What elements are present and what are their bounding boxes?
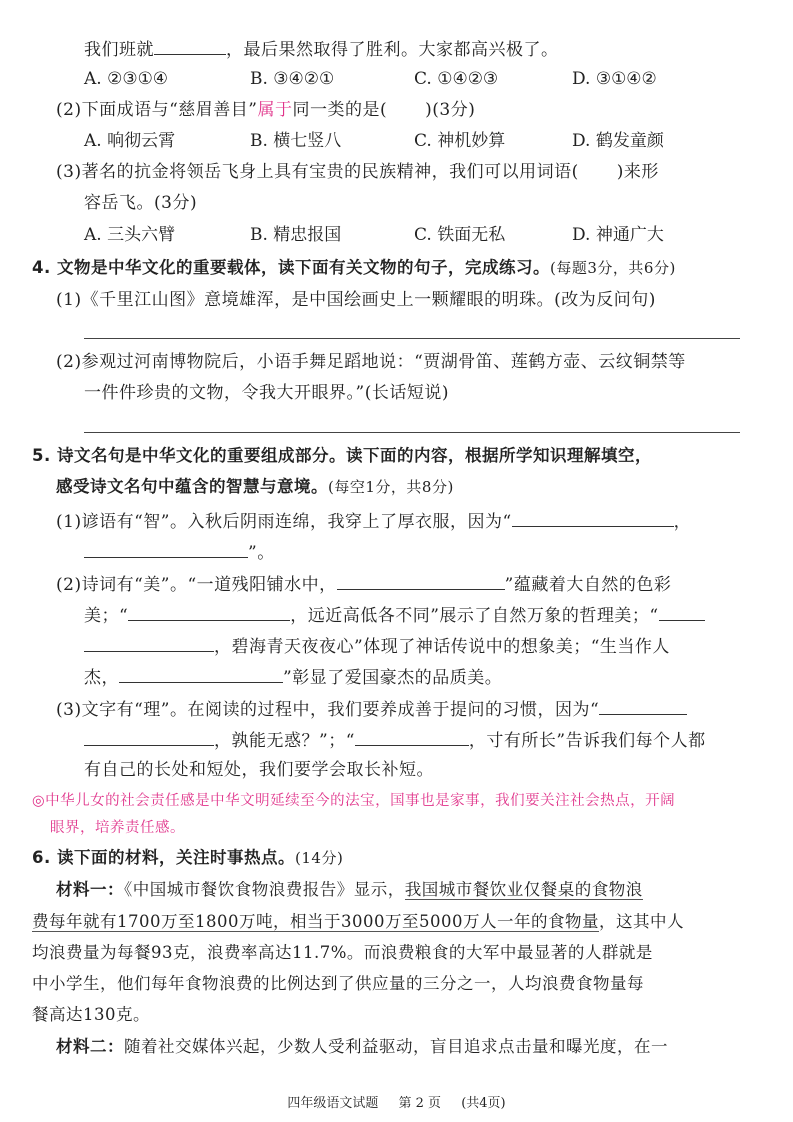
q4-heading: 4. 文物是中华文化的重要载体，读下面有关文物的句子，完成练习。 — [32, 258, 550, 277]
q5-p1-text: (1)谚语有“智”。入秋后阴雨连绵，我穿上了厚衣服，因为“ — [56, 512, 512, 532]
q4-p2-answer-line[interactable] — [84, 432, 740, 433]
q4-score: (每题3分，共6分) — [550, 259, 676, 277]
q6-m2-line1 — [56, 1035, 668, 1059]
q4-p2-question-line1: (2)参观过河南博物院后，小语手舞足蹈地说：“贾湖骨笛、莲鹤方壶、云纹铜禁等 — [56, 352, 686, 372]
q6-title — [32, 846, 343, 870]
q6-material2-label: 材料二： — [56, 1037, 124, 1056]
q4-title — [32, 256, 676, 280]
q6-m1-line4: 中小学生，他们每年食物浪费的比例达到了供应量的三分之一，人均浪费食物量每 — [32, 974, 644, 993]
q6-m1-line5: 餐高达130克。 — [32, 1005, 150, 1024]
civic-note-line1: ◎中华儿女的社会责任感是中华文明延续至今的法宝，国事也是家事，我们要关注社会热点，开阔 — [32, 793, 676, 809]
q3-story-blank[interactable] — [154, 36, 226, 55]
civic-note-line2: 眼界，培养责任感。 — [50, 820, 185, 836]
q6-m1-text-b: ，这其中人 — [598, 912, 684, 931]
q5-p1-comma: ， — [673, 512, 692, 532]
q5-p3-line3: 有自己的长处和短处，我们要学会取长补短。 — [84, 760, 434, 780]
q5-p3-line1 — [56, 696, 687, 722]
q5-p2-blank-3b[interactable] — [84, 633, 214, 652]
footer-exam-title: 四年级语文试题 — [287, 1096, 379, 1111]
q6-material1-label: 材料一： — [56, 880, 124, 899]
q5-p2-text-g: ”彰显了爱国豪杰的品质美。 — [283, 668, 503, 688]
q3-p1-option-c[interactable]: C. ①④②③ — [414, 69, 499, 89]
q5-p3-line2 — [84, 727, 706, 753]
q3-p2-text-b: 同一类的是( — [292, 100, 388, 120]
q5-p2-blank-2[interactable] — [128, 602, 290, 621]
q5-p2-text-d: ，远近高低各不同”展示了自然万象的哲理美；“ — [290, 606, 659, 626]
q3-p3-question-line1 — [56, 160, 659, 184]
q5-p1-blank-1[interactable] — [512, 508, 674, 527]
q6-m1-line1 — [56, 878, 643, 902]
q6-m2-text: 随着社交媒体兴起，少数人受利益驱动，盲目追求点击量和曝光度，在一 — [124, 1037, 668, 1056]
q3-p2-highlight: 属于 — [257, 100, 293, 120]
q3-p2-option-a[interactable]: A. 响彻云霄 — [84, 131, 176, 151]
q5-p3-blank-1b[interactable] — [84, 727, 214, 746]
q5-p1-line2 — [84, 539, 275, 565]
q3-p1-options — [84, 67, 744, 91]
q6-m1-underlined-a: 我国城市餐饮业仅餐桌的食物浪 — [404, 880, 643, 899]
q5-p3-blank-2[interactable] — [355, 727, 469, 746]
q3-p2-option-d[interactable]: D. 鹤发童颜 — [572, 131, 664, 151]
q3-p2-score: )(3分) — [425, 100, 476, 120]
q5-p1-end: ”。 — [248, 543, 275, 563]
q3-p3-option-b[interactable]: B. 精忠报国 — [250, 225, 342, 245]
q5-p2-blank-3a[interactable] — [659, 602, 705, 621]
q5-heading-a: 5. 诗文名句是中华文化的重要组成部分。读下面的内容，根据所学知识理解填空， — [32, 446, 652, 465]
q3-p3-text-b: )来形 — [616, 162, 659, 182]
q6-m1-underlined-b: 费每年就有1700万至1800万吨，相当于3000万至5000万人一年的食物量 — [32, 912, 599, 931]
q5-p3-text-c: ，寸有所长”告诉我们每个人都 — [468, 731, 706, 751]
q5-p1-blank-2[interactable] — [84, 539, 248, 558]
footer-page-total: (共4页) — [461, 1096, 506, 1111]
q5-p2-blank-4[interactable] — [119, 664, 283, 683]
q6-m1-text-a: 《中国城市餐饮食物浪费报告》显示， — [124, 880, 405, 899]
q3-p1-option-d[interactable]: D. ③①④② — [572, 69, 657, 89]
q3-p3-option-a[interactable]: A. 三头六臂 — [84, 225, 176, 245]
q5-p2-line2 — [84, 602, 705, 628]
q5-p3-text-b: ，孰能无惑？”；“ — [214, 731, 355, 751]
q5-p3-text-a: (3)文字有“理”。在阅读的过程中，我们要养成善于提问的习惯，因为“ — [56, 700, 600, 720]
q3-p3-option-c[interactable]: C. 铁面无私 — [414, 225, 506, 245]
q5-title-line2 — [56, 475, 454, 499]
q5-p2-text-f: 杰， — [84, 668, 119, 688]
q3-p3-question-line2: 容岳飞。(3分) — [84, 193, 198, 213]
q5-p2-text-e: ，碧海青天夜夜心”体现了神话传说中的想象美；“生当作人 — [214, 637, 670, 657]
footer-page-number: 第 2 页 — [398, 1096, 442, 1111]
q6-m1-line3: 均浪费量为每餐93克，浪费率高达11.7%。而浪费粮食的大军中最显著的人群就是 — [32, 943, 653, 962]
page-footer — [0, 1092, 793, 1111]
q3-p2-option-b[interactable]: B. 横七竖八 — [250, 131, 342, 151]
q3-p3-options — [84, 223, 744, 247]
q5-p2-line4 — [84, 664, 502, 690]
q5-p2-line3 — [84, 633, 670, 659]
q3-p2-text-a: (2)下面成语与“慈眉善目” — [56, 100, 258, 120]
q3-p2-options — [84, 129, 744, 153]
q4-p1-question: (1)《千里江山图》意境雄浑，是中国绘画史上一颗耀眼的明珠。(改为反问句) — [56, 290, 656, 310]
q5-p2-text-b: ”蕴藏着大自然的色彩 — [504, 575, 672, 595]
q5-heading-b: 感受诗文名句中蕴含的智慧与意境。 — [56, 477, 328, 496]
q5-p2-text-c: 美；“ — [84, 606, 129, 626]
q3-p1-option-a[interactable]: A. ②③①④ — [84, 69, 169, 89]
q6-score: (14分) — [295, 849, 344, 867]
q5-p3-blank-1a[interactable] — [599, 696, 687, 715]
q6-m1-line2 — [32, 910, 684, 934]
q3-p3-text-a: (3)著名的抗金将领岳飞身上具有宝贵的民族精神，我们可以用词语( — [56, 162, 579, 182]
q3-p3-option-d[interactable]: D. 神通广大 — [572, 225, 664, 245]
q4-p1-answer-line[interactable] — [84, 338, 740, 339]
q5-score: (每空1分，共8分) — [328, 478, 454, 496]
q5-p2-text-a: (2)诗词有“美”。“一道残阳铺水中， — [56, 575, 337, 595]
q4-p2-question-line2: 一件件珍贵的文物，令我大开眼界。”(长话短说) — [84, 383, 449, 403]
q5-p1-line1 — [56, 508, 691, 534]
q5-p2-line1 — [56, 571, 671, 597]
q5-p2-blank-1[interactable] — [337, 571, 505, 590]
q3-p1-option-b[interactable]: B. ③④②① — [250, 69, 335, 89]
q5-title-line1 — [32, 444, 652, 468]
q3-story-line — [84, 36, 559, 62]
q6-heading: 6. 读下面的材料，关注时事热点。 — [32, 848, 295, 867]
q3-story-text-a: 我们班就 — [84, 40, 154, 60]
q3-p2-option-c[interactable]: C. 神机妙算 — [414, 131, 506, 151]
q3-p2-question — [56, 98, 475, 122]
q3-story-text-b: ，最后果然取得了胜利。大家都高兴极了。 — [226, 40, 559, 60]
